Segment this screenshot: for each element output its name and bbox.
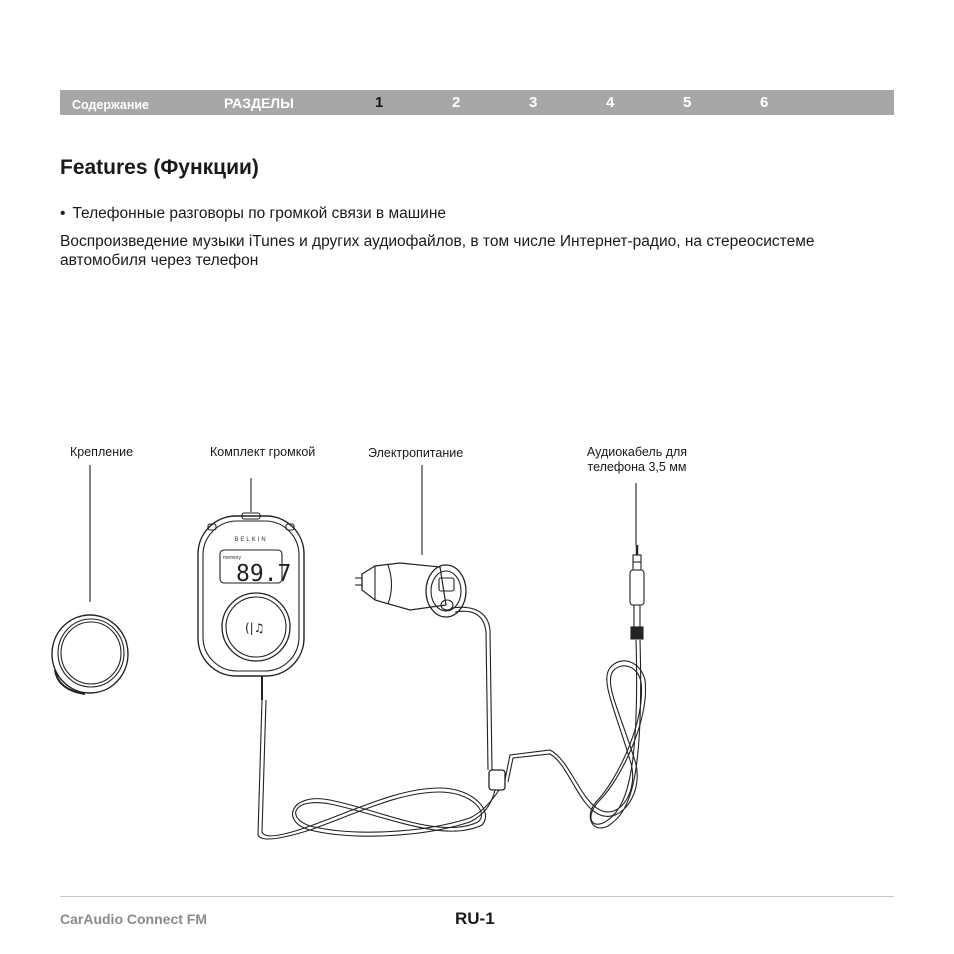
audio-cable — [505, 545, 646, 828]
feature-bullet-text: Телефонные разговоры по громкой связи в машине — [72, 205, 446, 222]
label-audio-cable-line2: телефона 3,5 мм — [587, 460, 687, 474]
feature-paragraph: Воспроизведение музыки iTunes и других аудиофайлов, в том числе Интернет-радио, на стереосистеме автомобиля через телефон — [60, 233, 815, 269]
device-button-glyph: (|♫ — [245, 621, 265, 635]
product-illustration — [0, 430, 954, 860]
power-cable — [452, 607, 505, 790]
label-speakerphone: Комплект громкой — [210, 445, 316, 459]
nav-sections-label: РАЗДЕЛЫ — [224, 95, 294, 111]
bullet-dot: • — [60, 205, 66, 222]
label-audio-cable-line1: Аудиокабель для — [586, 445, 688, 459]
footer-product-name: CarAudio Connect FM — [60, 911, 207, 927]
nav-section-2[interactable]: 2 — [452, 94, 461, 111]
speakerphone-cable — [258, 700, 499, 839]
label-mount: Крепление — [70, 445, 134, 459]
device-frequency: 89.7 — [236, 561, 292, 587]
page-title: Features (Функции) — [60, 156, 259, 179]
nav-section-1[interactable]: 1 — [375, 94, 384, 111]
nav-contents-link[interactable]: Содержание — [72, 98, 150, 112]
footer-divider — [60, 896, 894, 897]
car-power-adapter — [355, 563, 466, 617]
nav-section-4[interactable]: 4 — [606, 94, 615, 111]
device-brand: BELKIN — [234, 537, 268, 543]
nav-section-5[interactable]: 5 — [683, 94, 692, 111]
nav-section-3[interactable]: 3 — [529, 94, 538, 111]
section-navigation-bar — [60, 90, 894, 115]
label-power: Электропитание — [368, 446, 464, 460]
footer-page-number: RU-1 — [455, 909, 495, 928]
device-memory-label: memory — [223, 555, 242, 561]
mount-disc — [52, 615, 128, 694]
nav-section-6[interactable]: 6 — [760, 94, 769, 111]
speakerphone-device — [198, 513, 304, 700]
feature-bullet — [60, 205, 446, 223]
